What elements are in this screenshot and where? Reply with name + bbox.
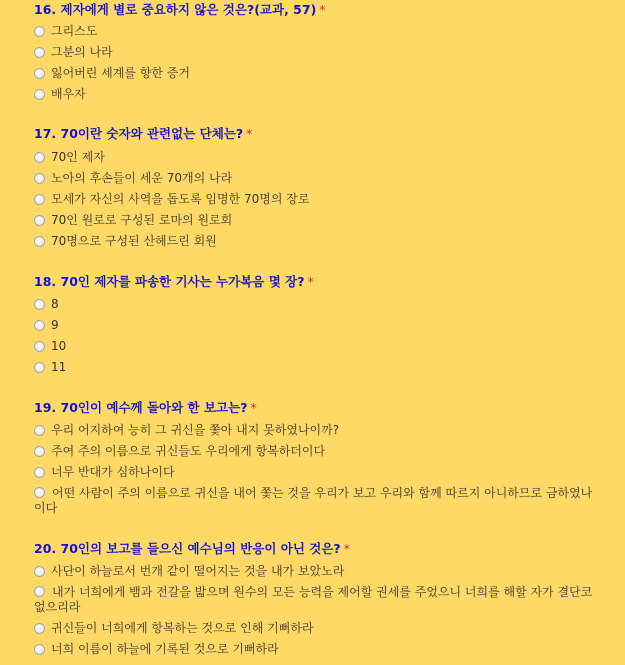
- question-title: [34, 541, 595, 557]
- option-label[interactable]: 10: [51, 339, 67, 353]
- radio-option[interactable]: [34, 234, 595, 249]
- radio-button[interactable]: [34, 566, 45, 577]
- option-label[interactable]: 노아의 후손들이 세운 70개의 나라: [51, 171, 233, 185]
- radio-option[interactable]: [34, 171, 595, 186]
- question-title: [34, 400, 595, 416]
- question-title-text: 18. 70인 제자를 파송한 기사는 누가복음 몇 장?: [34, 274, 305, 289]
- required-asterisk: *: [246, 126, 253, 141]
- radio-option[interactable]: [34, 465, 595, 480]
- radio-option[interactable]: [34, 150, 595, 165]
- option-label[interactable]: 너희 이름이 하늘에 기록된 것으로 기뻐하라: [51, 642, 279, 656]
- option-label[interactable]: 그리스도: [51, 24, 98, 38]
- question-17: [34, 126, 595, 249]
- option-list: [34, 297, 595, 375]
- radio-button[interactable]: [34, 644, 45, 655]
- radio-button[interactable]: [34, 236, 45, 247]
- option-list: [34, 24, 595, 102]
- radio-option[interactable]: [34, 585, 595, 615]
- radio-button[interactable]: [34, 623, 45, 634]
- radio-button[interactable]: [34, 299, 45, 310]
- radio-button[interactable]: [34, 89, 45, 100]
- option-label[interactable]: 그분의 나라: [51, 45, 113, 59]
- option-label[interactable]: 8: [51, 297, 59, 311]
- radio-button[interactable]: [34, 425, 45, 436]
- option-label[interactable]: 70명으로 구성된 산헤드린 회원: [51, 234, 217, 248]
- radio-option[interactable]: [34, 87, 595, 102]
- radio-option[interactable]: [34, 360, 595, 375]
- radio-button[interactable]: [34, 152, 45, 163]
- radio-option[interactable]: [34, 621, 595, 636]
- option-list: [34, 150, 595, 249]
- radio-option[interactable]: [34, 444, 595, 459]
- radio-button[interactable]: [34, 194, 45, 205]
- option-label[interactable]: 주여 주의 이름으로 귀신들도 우리에게 항복하더이다: [51, 444, 326, 458]
- required-asterisk: *: [250, 400, 257, 415]
- question-title: [34, 274, 595, 290]
- option-label[interactable]: 잃어버린 세계를 향한 증거: [51, 66, 190, 80]
- question-18: [34, 274, 595, 375]
- radio-button[interactable]: [34, 467, 45, 478]
- option-label[interactable]: 귀신들이 너희에게 항복하는 것으로 인해 기뻐하라: [51, 621, 314, 635]
- option-label[interactable]: 너무 반대가 심하나이다: [51, 465, 175, 479]
- radio-option[interactable]: [34, 423, 595, 438]
- option-label[interactable]: 11: [51, 360, 67, 374]
- option-label[interactable]: 모세가 자신의 사역을 돕도록 임명한 70명의 장로: [51, 192, 310, 206]
- option-label[interactable]: 우리 어지하여 능히 그 귀신을 쫓아 내지 못하였나이까?: [51, 423, 340, 437]
- radio-option[interactable]: [34, 564, 595, 579]
- radio-button[interactable]: [34, 487, 45, 498]
- option-label[interactable]: 배우자: [51, 87, 86, 101]
- required-asterisk: *: [319, 2, 326, 17]
- radio-option[interactable]: [34, 642, 595, 657]
- radio-option[interactable]: [34, 318, 595, 333]
- required-asterisk: *: [307, 274, 314, 289]
- radio-button[interactable]: [34, 586, 45, 597]
- option-label[interactable]: 사단이 하늘로서 번개 같이 떨어지는 것을 내가 보았노라: [51, 564, 345, 578]
- option-list: [34, 423, 595, 516]
- radio-button[interactable]: [34, 446, 45, 457]
- question-title-text: 20. 70인의 보고를 들으신 예수님의 반응이 아닌 것은?: [34, 541, 341, 556]
- question-title-text: 17. 70이란 숫자와 관련없는 단체는?: [34, 126, 244, 141]
- radio-option[interactable]: [34, 192, 595, 207]
- radio-button[interactable]: [34, 68, 45, 79]
- question-title-text: 19. 70인이 예수께 돌아와 한 보고는?: [34, 400, 248, 415]
- option-label[interactable]: 70인 제자: [51, 150, 105, 164]
- radio-button[interactable]: [34, 47, 45, 58]
- question-title: [34, 126, 595, 142]
- radio-option[interactable]: [34, 339, 595, 354]
- radio-option[interactable]: [34, 66, 595, 81]
- question-title-text: 16. 제자에게 별로 중요하지 않은 것은?(교과, 57): [34, 2, 317, 17]
- question-19: [34, 400, 595, 516]
- radio-option[interactable]: [34, 297, 595, 312]
- radio-option[interactable]: [34, 45, 595, 60]
- radio-button[interactable]: [34, 341, 45, 352]
- option-label[interactable]: 내가 너희에게 뱀과 전갈을 밟으며 원수의 모든 능력을 제어할 권세를 주었으니 너희를 해할 자가 결단코 없으리라: [34, 585, 593, 614]
- question-title: [34, 2, 595, 18]
- radio-option[interactable]: [34, 486, 595, 516]
- option-label[interactable]: 70인 원로로 구성된 로마의 원로회: [51, 213, 233, 227]
- radio-button[interactable]: [34, 362, 45, 373]
- option-label[interactable]: 9: [51, 318, 59, 332]
- required-asterisk: *: [343, 541, 350, 556]
- question-20: [34, 541, 595, 657]
- option-list: [34, 564, 595, 657]
- option-label[interactable]: 어떤 사람이 주의 이름으로 귀신을 내어 쫓는 것을 우리가 보고 우리와 함께 따르지 아니하므로 금하였나이다: [34, 486, 593, 515]
- radio-button[interactable]: [34, 173, 45, 184]
- radio-option[interactable]: [34, 213, 595, 228]
- radio-option[interactable]: [34, 24, 595, 39]
- radio-button[interactable]: [34, 26, 45, 37]
- question-16: [34, 0, 595, 102]
- radio-button[interactable]: [34, 320, 45, 331]
- radio-button[interactable]: [34, 215, 45, 226]
